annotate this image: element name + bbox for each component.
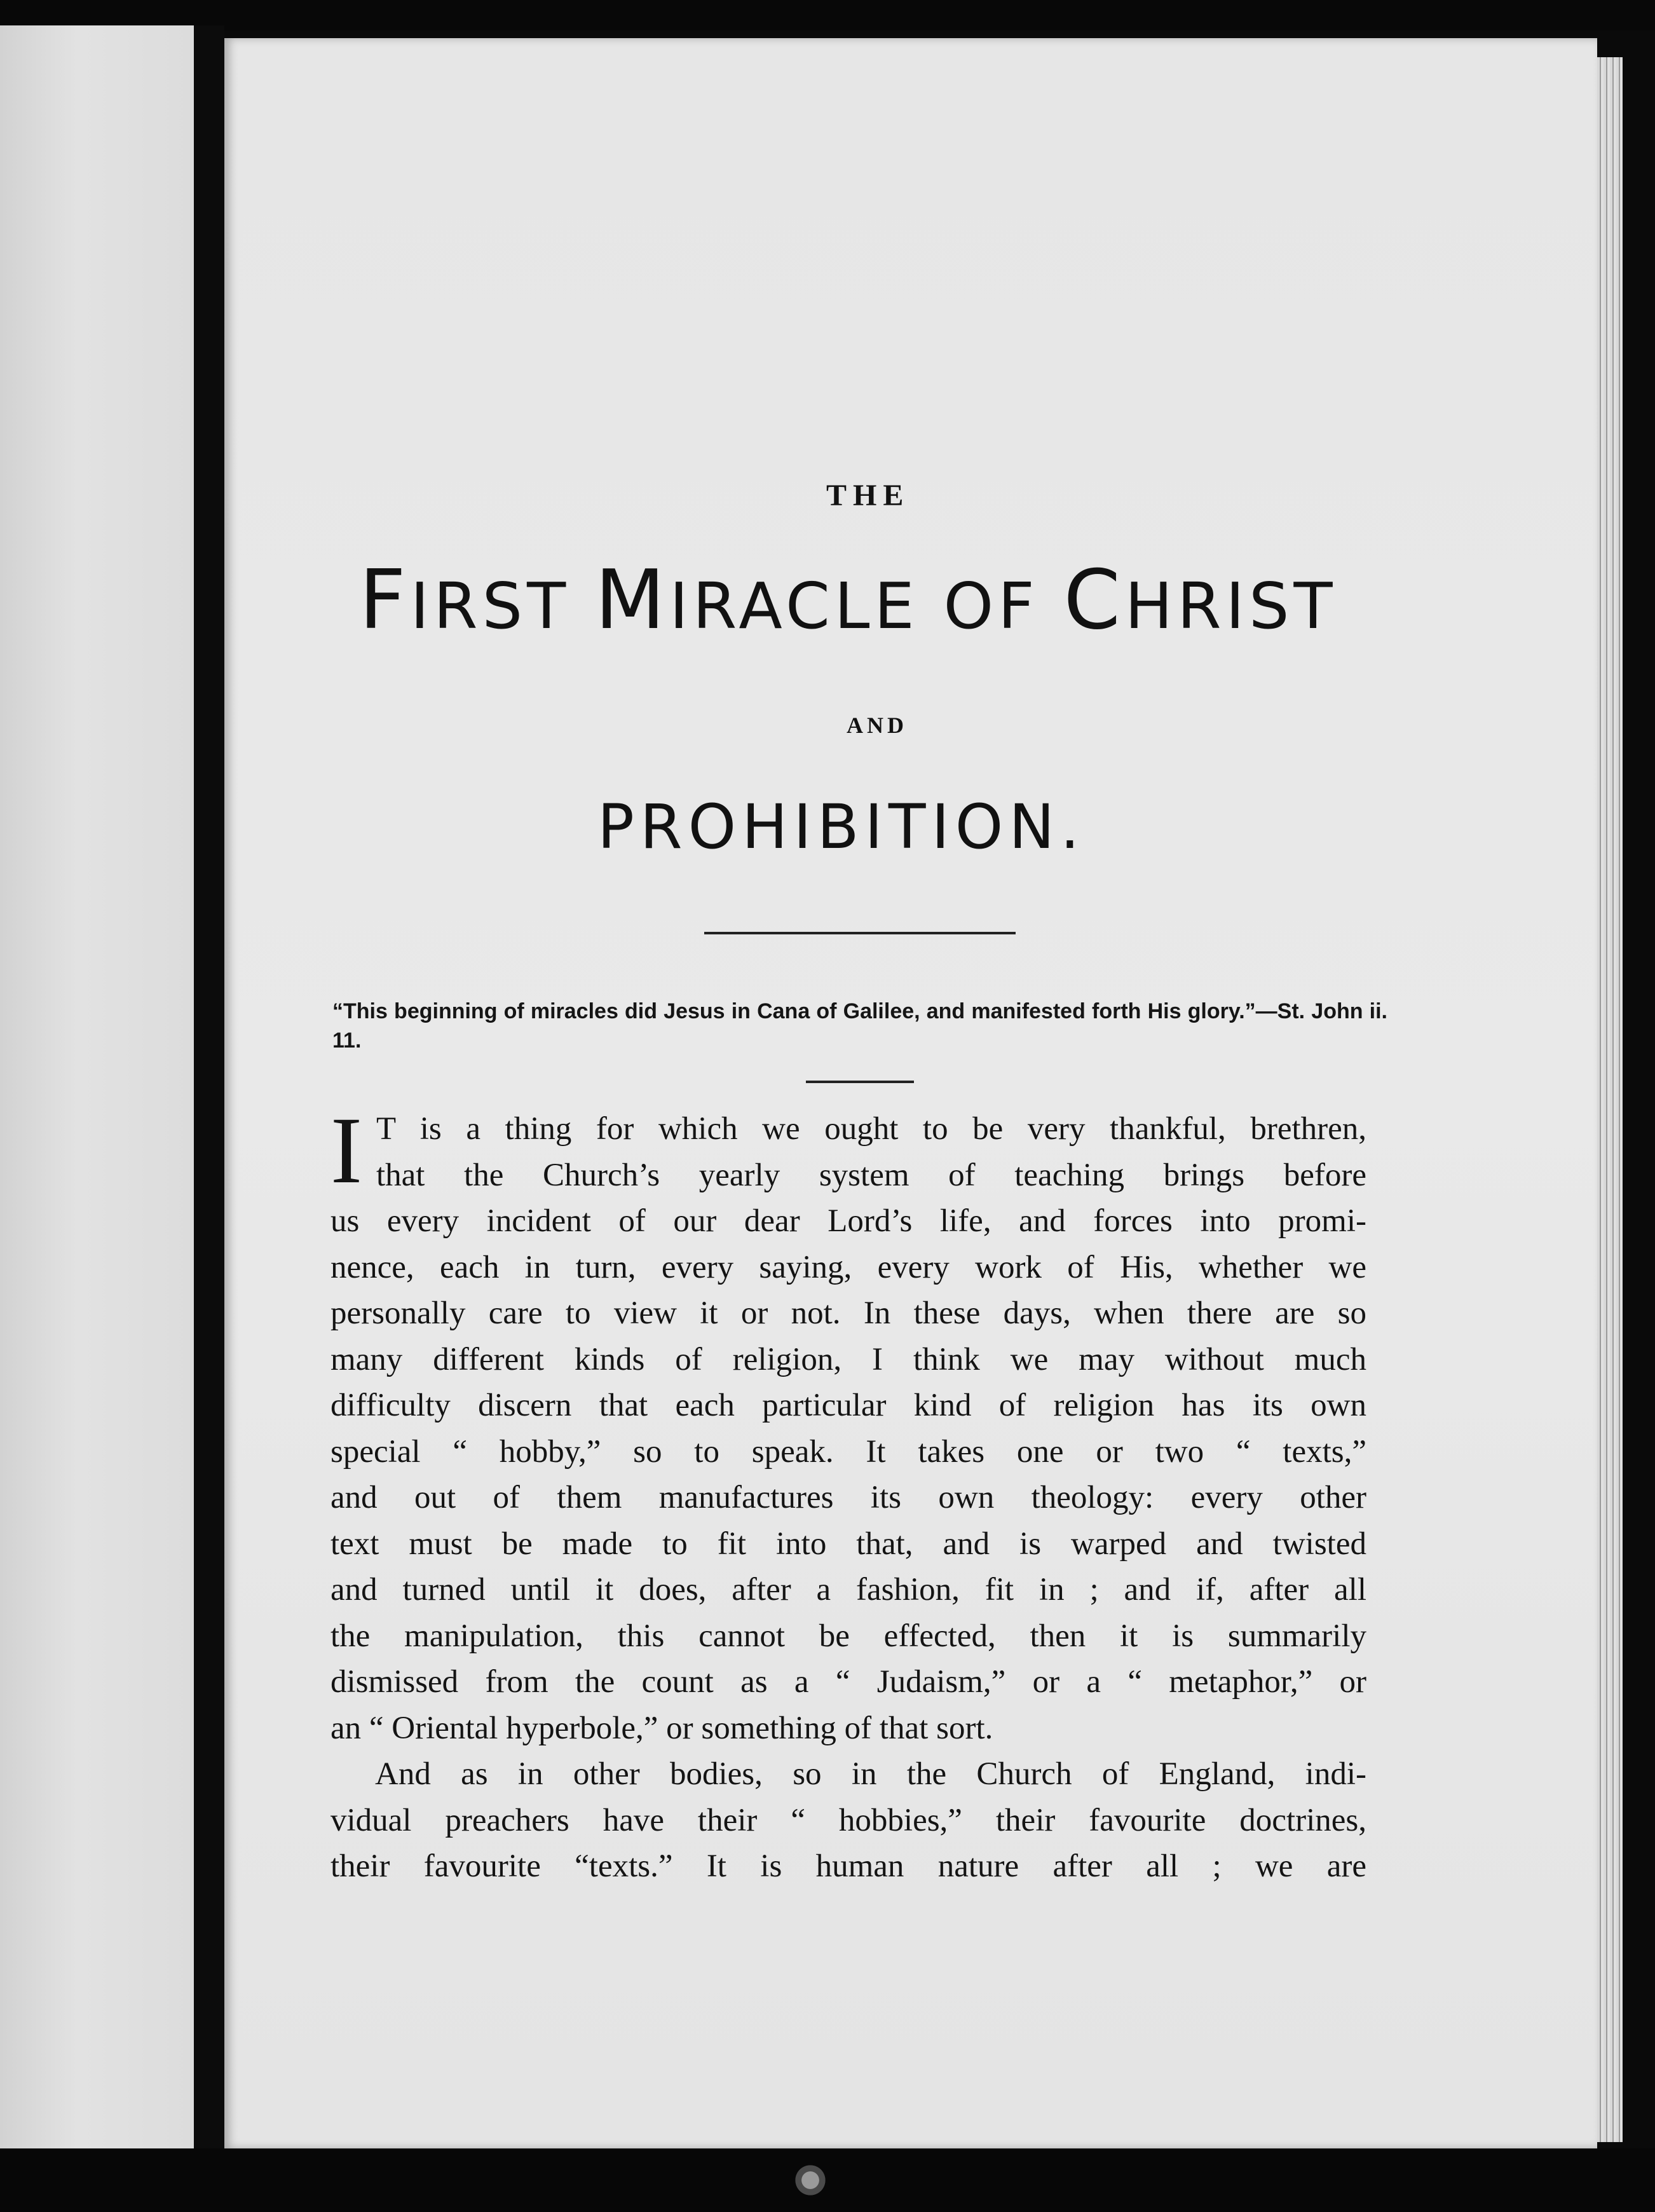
drop-cap: I <box>330 1098 362 1203</box>
title-conjunction: AND <box>847 713 908 738</box>
text-line: vidual preachers have their “ hobbies,” their favourite doctrines, <box>330 1802 1366 1838</box>
text-line: many different kinds of religion, I think we may without much <box>330 1341 1366 1377</box>
title-divider <box>704 932 1016 934</box>
page-subtitle: PROHIBITION. <box>597 791 1086 863</box>
page-edges <box>1597 57 1623 2142</box>
text-line: that the Church’s yearly system of teaching brings before <box>376 1157 1366 1193</box>
text-line: and out of them manufactures its own theology: every other <box>330 1480 1366 1515</box>
text-line: and turned until it does, after a fashion, fit in ; and if, after all <box>330 1572 1366 1608</box>
text-line: special “ hobby,” so to speak. It takes one or two “ texts,” <box>330 1433 1366 1470</box>
book-gutter <box>194 25 224 2187</box>
text-line: T is a thing for which we ought to be very thankful, brethren, <box>376 1111 1366 1147</box>
title-prefix: THE <box>826 479 910 512</box>
text-line: an “ Oriental hyperbole,” or something of that sort. <box>330 1710 993 1746</box>
facing-page-edge <box>0 25 194 2174</box>
text-line: difficulty discern that each particular kind of religion has its own <box>330 1388 1366 1423</box>
text-line: And as in other bodies, so in the Church of England, indi- <box>375 1756 1366 1792</box>
scan-top-border <box>0 0 1655 31</box>
text-line: dismissed from the count as a “ Judaism,” or a “ metaphor,” or <box>330 1664 1366 1700</box>
text-line: text must be made to fit into that, and is warped and twisted <box>330 1526 1366 1562</box>
text-line: the manipulation, this cannot be effected, then it is summarily <box>330 1618 1366 1654</box>
text-line: us every incident of our dear Lord’s life, and forces into promi- <box>330 1203 1366 1239</box>
text-line: nence, each in turn, every saying, every work of His, whether we <box>330 1249 1366 1285</box>
epigraph-quote: “This beginning of miracles did Jesus in Cana of Galilee, and manifested forth His glory.”—St. John ii. 11. <box>332 999 1387 1053</box>
text-line: their favourite “texts.” It is human nature after all ; we are <box>330 1848 1366 1884</box>
epigraph-divider <box>806 1081 914 1083</box>
library-stamp-icon <box>791 2164 829 2196</box>
body-text <box>330 1098 1366 1890</box>
page-title: FIRST MIRACLE OF CHRIST <box>359 553 1337 648</box>
text-line: personally care to view it or not. In these days, when there are so <box>330 1295 1366 1331</box>
